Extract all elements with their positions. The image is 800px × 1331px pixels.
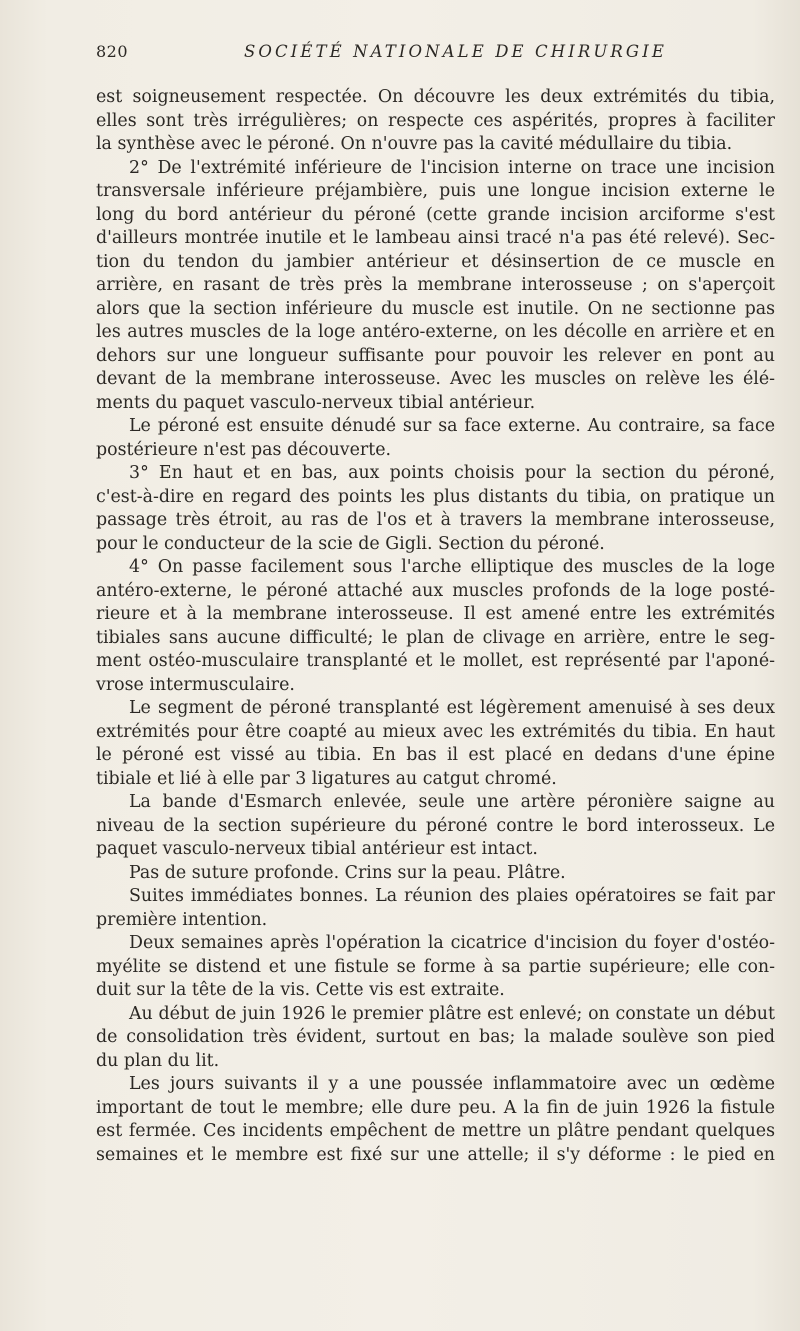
text-line: duit sur la tête de la vis. Cette vis est extraite. [96,980,505,1000]
page-number: 820 [96,42,129,61]
text-line: les autres muscles de la loge antéro-externe, on les décolle en arrière et en [96,322,775,342]
text-line: Suites immédiates bonnes. La réunion des plaies opératoires se fait par [129,886,775,906]
text-line: dehors sur une longueur suffisante pour pouvoir les relever en pont au [96,345,775,366]
text-line: devant de la membrane interosseuse. Avec les muscles on relève les élé- [96,369,775,389]
text-line: pour le conducteur de la scie de Gigli. Section du péroné. [96,533,605,554]
text-line: première intention. [96,909,268,930]
text-line: elles sont très irrégulières; on respecte ces aspérités, propres à faciliter [96,110,775,131]
text-line: Les jours suivants il y a une poussée inflammatoire avec un œdème [129,1074,775,1094]
text-line: ment ostéo-musculaire transplanté et le mollet, est représenté par l'aponé- [96,651,775,671]
text-line: d'ailleurs montrée inutile et le lambeau ainsi tracé n'a pas été relevé). Sec- [96,228,775,248]
text-line: long du bord antérieur du péroné (cette grande incision arciforme s'est [96,204,775,225]
text-line: La bande d'Esmarch enlevée, seule une artère péronière saigne au [129,792,775,812]
text-line: Au début de juin 1926 le premier plâtre est enlevé; on constate un début [129,1003,775,1024]
text-line: Le segment de péroné transplanté est légèrement amenuisé à ses deux [129,698,775,718]
text-line: Pas de suture profonde. Crins sur la peau. Plâtre. [129,862,566,883]
text-line: important de tout le membre; elle dure peu. A la fin de juin 1926 la fistule [96,1097,775,1118]
text-line: 4° On passe facilement sous l'arche elliptique des muscles de la loge [129,557,775,577]
text-line: extrémités pour être coapté au mieux avec les extrémités du tibia. En haut [96,721,775,742]
text-line: Le péroné est ensuite dénudé sur sa face externe. Au contraire, sa face [129,416,775,436]
text-line: alors que la section inférieure du muscle est inutile. On ne sectionne pas [96,298,775,319]
page-header [96,42,775,68]
text-line: postérieure n'est pas découverte. [96,439,392,460]
text-line: niveau de la section supérieure du péroné contre le bord interosseux. Le [96,815,775,836]
text-line: tion du tendon du jambier antérieur et désinsertion de ce muscle en [96,251,775,272]
text-line: paquet vasculo-nerveux tibial antérieur est intact. [96,839,538,859]
text-line: vrose intermusculaire. [96,674,295,695]
text-line: tibiale et lié à elle par 3 ligatures au catgut chromé. [96,768,557,789]
text-line: la synthèse avec le péroné. On n'ouvre pas la cavité médullaire du tibia. [96,134,733,154]
text-line: tibiales sans aucune difficulté; le plan de clivage en arrière, entre le seg- [96,627,775,648]
text-line: rieure et à la membrane interosseuse. Il est amené entre les extrémités [96,604,775,624]
text-line: passage très étroit, au ras de l'os et à travers la membrane interosseuse, [96,510,775,530]
text-line: antéro-externe, le péroné attaché aux muscles profonds de la loge posté- [96,580,775,601]
text-line: myélite se distend et une fistule se forme à sa partie supérieure; elle con- [96,956,775,977]
text-line: de consolidation très évident, surtout en bas; la malade soulève son pied [96,1027,775,1047]
text-line: le péroné est vissé au tibia. En bas il est placé en dedans d'une épine [96,745,775,765]
text-line: 2° De l'extrémité inférieure de l'incision interne on trace une incision [129,157,775,178]
text-line: est fermée. Ces incidents empêchent de mettre un plâtre pendant quelques [96,1121,775,1141]
text-line: transversale inférieure préjambière, puis une longue incision externe le [96,181,775,201]
text-line: c'est-à-dire en regard des points les plus distants du tibia, on pratique un [96,486,775,507]
text-line: ments du paquet vasculo-nerveux tibial antérieur. [96,392,536,413]
text-line: du plan du lit. [96,1050,220,1071]
text-line: Deux semaines après l'opération la cicatrice d'incision du foyer d'ostéo- [129,933,775,953]
text-line: 3° En haut et en bas, aux points choisis pour la section du péroné, [129,463,775,483]
text-line: arrière, en rasant de très près la membrane interosseuse ; on s'aperçoit [96,275,775,295]
body-text [96,86,775,1167]
text-line: semaines et le membre est fixé sur une attelle; il s'y déforme : le pied en [96,1144,775,1165]
running-title: SOCIÉTÉ NATIONALE DE CHIRURGIE [244,42,667,61]
text-line: est soigneusement respectée. On découvre les deux extrémités du tibia, [96,87,775,107]
